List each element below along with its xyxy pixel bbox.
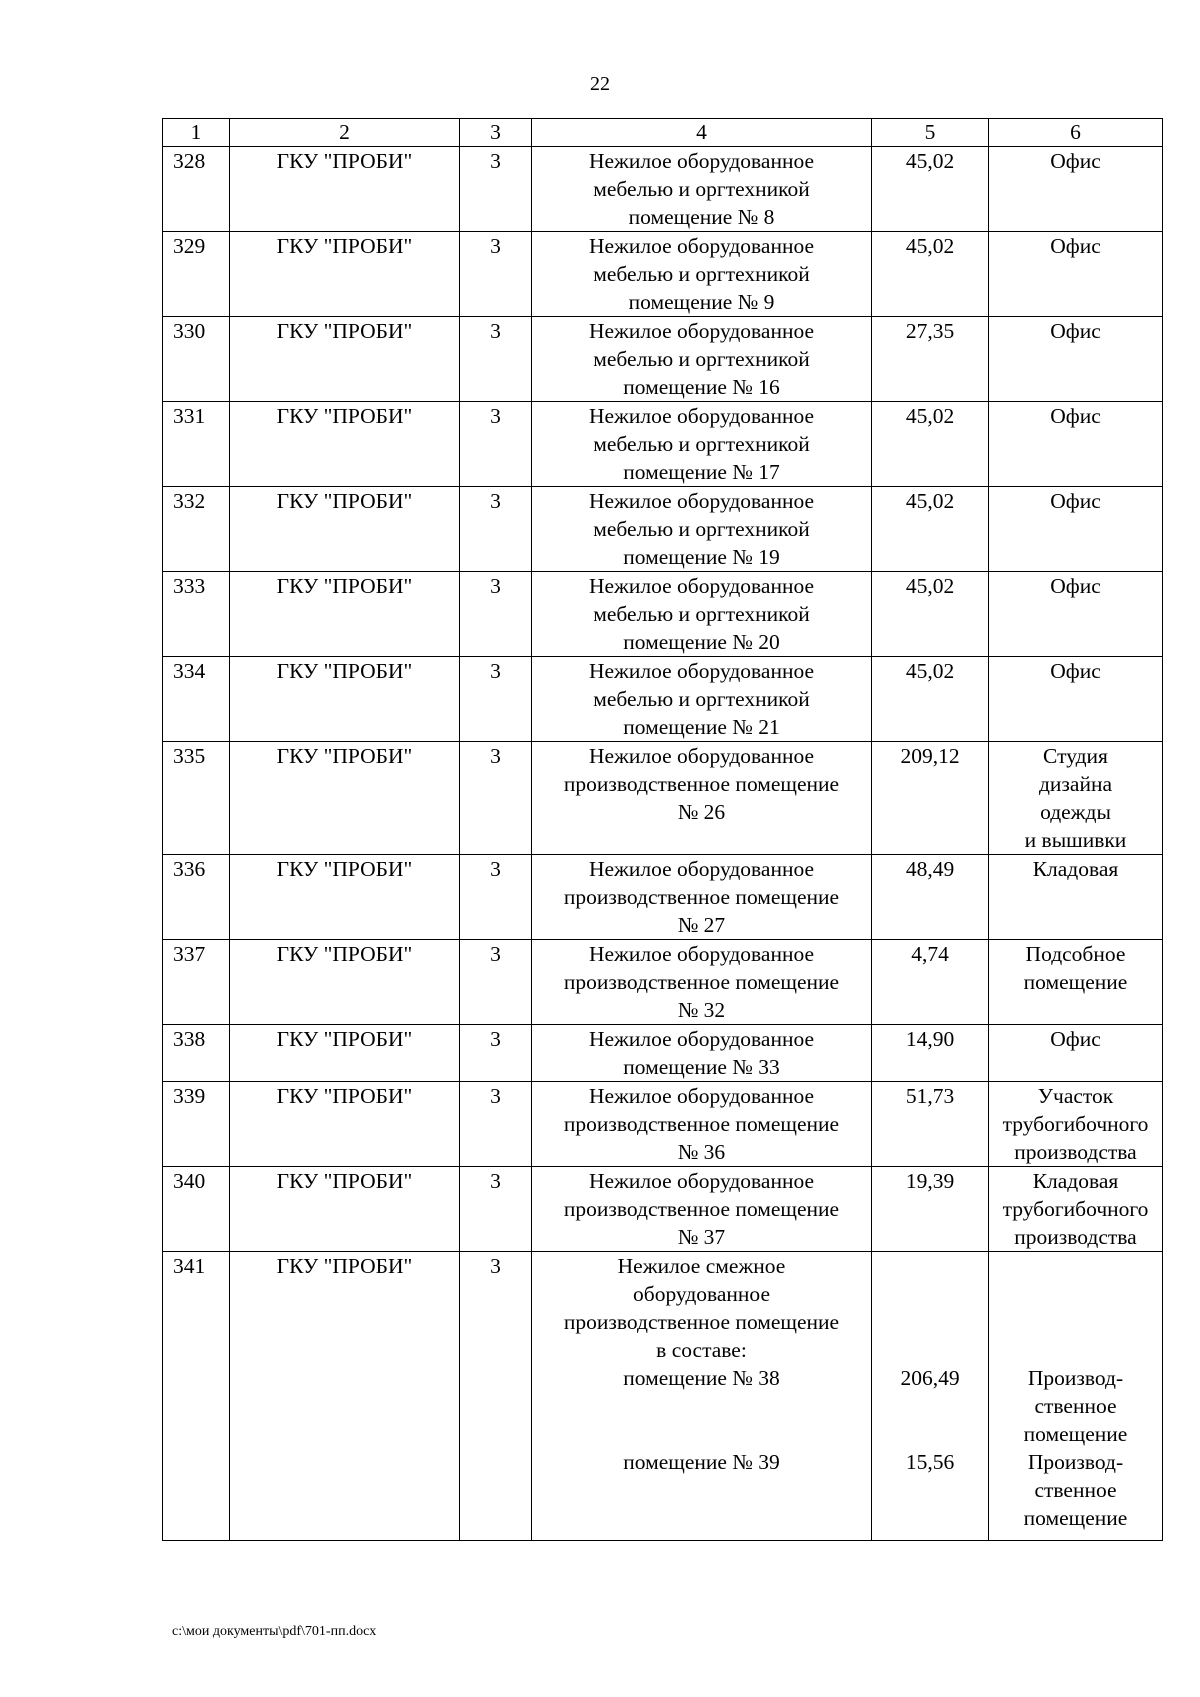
table-row [163,1082,1163,1167]
description-line: в составе: [656,1338,747,1362]
table-row [163,147,1163,232]
organization: ГКУ "ПРОБИ" [230,742,460,855]
column-header: 4 [532,119,872,147]
organization: ГКУ "ПРОБИ" [230,855,460,940]
floor: 3 [460,572,532,657]
description-line: производственное помещение [563,970,840,994]
purpose [989,1082,1163,1167]
premises-description [532,572,872,657]
floor: 3 [460,487,532,572]
part-area: 15,56 [905,1450,955,1474]
purpose-line: Офис [1050,404,1101,428]
description-line: Нежилое оборудованное [588,659,815,683]
table-row [163,487,1163,572]
purpose [989,317,1163,402]
purpose [989,742,1163,855]
organization: ГКУ "ПРОБИ" [230,1252,460,1541]
organization: ГКУ "ПРОБИ" [230,657,460,742]
description-line: Нежилое оборудованное [588,1169,815,1193]
part-purpose-line: ственное [1034,1478,1117,1502]
description-line: Нежилое оборудованное [588,149,815,173]
area: 45,02 [872,147,989,232]
floor: 3 [460,1167,532,1252]
table-row [163,572,1163,657]
table-row [163,1167,1163,1252]
part-purpose-line: Производ- [1027,1366,1124,1390]
floor: 3 [460,147,532,232]
description-line: мебелью и оргтехникой [593,432,810,456]
floor: 3 [460,855,532,940]
description-line: мебелью и оргтехникой [593,517,810,541]
description-line: мебелью и оргтехникой [593,262,810,286]
purpose [989,940,1163,1025]
table-row-composite [163,1252,1163,1541]
row-number: 329 [163,232,230,317]
purpose-line: Офис [1050,149,1101,173]
premises-description [532,940,872,1025]
area: 48,49 [872,855,989,940]
part-description: помещение № 39 [623,1450,780,1474]
description-line: № 32 [677,998,726,1022]
organization: ГКУ "ПРОБИ" [230,1167,460,1252]
premises-table [162,118,1163,1541]
description-line: Нежилое оборудованное [588,234,815,258]
description-line: помещение № 33 [623,1055,780,1079]
premises-description [532,1025,872,1082]
purpose-line: помещение [1023,970,1128,994]
purpose-line: производства [1014,1225,1137,1249]
description-line: № 27 [677,913,726,937]
description-line: помещение № 9 [628,290,775,314]
organization: ГКУ "ПРОБИ" [230,232,460,317]
floor: 3 [460,402,532,487]
column-number-row [163,119,1163,147]
row-number: 335 [163,742,230,855]
area: 45,02 [872,657,989,742]
purpose [989,572,1163,657]
area: 45,02 [872,402,989,487]
description-line: помещение № 20 [623,630,780,654]
organization: ГКУ "ПРОБИ" [230,402,460,487]
description-line: Нежилое оборудованное [588,404,815,428]
area: 209,12 [872,742,989,855]
premises-description [532,317,872,402]
description-line: оборудованное [633,1282,770,1306]
purpose-line: дизайна [1038,772,1113,796]
area: 14,90 [872,1025,989,1082]
description-line: Нежилое смежное [617,1254,786,1278]
area: 51,73 [872,1082,989,1167]
floor: 3 [460,940,532,1025]
table-row [163,855,1163,940]
row-number: 333 [163,572,230,657]
description-line: мебелью и оргтехникой [593,177,810,201]
purpose-line: трубогибочного [1002,1112,1149,1136]
row-number: 336 [163,855,230,940]
purpose-line: Кладовая [1032,857,1119,881]
area: 45,02 [872,232,989,317]
organization: ГКУ "ПРОБИ" [230,1025,460,1082]
area: 19,39 [872,1167,989,1252]
description-line: Нежилое оборудованное [588,319,815,343]
column-header: 3 [460,119,532,147]
description-line: производственное помещение [563,1112,840,1136]
part-purpose-line: помещение [1023,1506,1128,1530]
description-line: производственное помещение [563,885,840,909]
file-path-footer: c:\мои документы\pdf\701-пп.docx [172,1624,377,1639]
purpose-line: одежды [1040,800,1111,824]
part-purpose-line: ственное [1034,1394,1117,1418]
description-line: помещение № 21 [623,715,780,739]
organization: ГКУ "ПРОБИ" [230,147,460,232]
purpose [989,232,1163,317]
description-line: помещение № 17 [623,460,780,484]
part-area: 206,49 [900,1366,960,1390]
purpose-line: трубогибочного [1002,1197,1149,1221]
purpose-line: Студия [1043,744,1108,768]
premises-description [532,1167,872,1252]
purpose-line: Офис [1050,1027,1101,1051]
floor: 3 [460,742,532,855]
description-line: Нежилое оборудованное [588,489,815,513]
description-line: помещение № 19 [623,545,780,569]
purpose [989,657,1163,742]
row-number: 337 [163,940,230,1025]
floor: 3 [460,317,532,402]
area: 27,35 [872,317,989,402]
table-row [163,657,1163,742]
premises-description [532,232,872,317]
purpose [989,402,1163,487]
purpose-line: Офис [1050,234,1101,258]
area: 4,74 [872,940,989,1025]
premises-description [532,487,872,572]
description-line: № 26 [677,800,726,824]
purpose-line: Офис [1050,574,1101,598]
column-header: 2 [230,119,460,147]
floor: 3 [460,1025,532,1082]
purpose-line: Офис [1050,489,1101,513]
table-row [163,317,1163,402]
part-purpose-line: Производ- [1027,1450,1124,1474]
column-header: 5 [872,119,989,147]
description-line: помещение № 8 [628,205,775,229]
description-line: мебелью и оргтехникой [593,602,810,626]
description-line: Нежилое оборудованное [588,857,815,881]
premises-description [532,1082,872,1167]
purpose-line: и вышивки [1024,828,1127,852]
organization: ГКУ "ПРОБИ" [230,940,460,1025]
table-row [163,1025,1163,1082]
row-number: 340 [163,1167,230,1252]
description-line: Нежилое оборудованное [588,1084,815,1108]
row-number: 328 [163,147,230,232]
description-line: № 37 [677,1225,726,1249]
page-number: 22 [590,73,610,95]
column-header: 6 [989,119,1163,147]
purpose [989,487,1163,572]
description-line: Нежилое оборудованное [588,744,815,768]
description-line: Нежилое оборудованное [588,1027,815,1051]
premises-description [532,742,872,855]
purpose-line: Офис [1050,319,1101,343]
table-row [163,402,1163,487]
purpose-line: Подсобное [1025,942,1126,966]
purpose [989,147,1163,232]
area [872,1252,989,1541]
part-purpose-line: помещение [1023,1422,1128,1446]
description-line: мебелью и оргтехникой [593,347,810,371]
part-description: помещение № 38 [623,1366,780,1390]
organization: ГКУ "ПРОБИ" [230,487,460,572]
organization: ГКУ "ПРОБИ" [230,317,460,402]
premises-description [532,855,872,940]
premises-description [532,1252,872,1541]
premises-description [532,402,872,487]
organization: ГКУ "ПРОБИ" [230,572,460,657]
description-line: производственное помещение [563,1310,840,1334]
description-line: производственное помещение [563,1197,840,1221]
row-number: 331 [163,402,230,487]
floor: 3 [460,232,532,317]
floor: 3 [460,657,532,742]
row-number: 338 [163,1025,230,1082]
premises-description [532,657,872,742]
purpose-line: производства [1014,1140,1137,1164]
column-header: 1 [163,119,230,147]
purpose-line: Участок [1037,1084,1114,1108]
table-row [163,232,1163,317]
description-line: мебелью и оргтехникой [593,687,810,711]
table-row [163,940,1163,1025]
purpose-line: Кладовая [1032,1169,1119,1193]
purpose [989,855,1163,940]
description-line: Нежилое оборудованное [588,574,815,598]
row-number: 334 [163,657,230,742]
area: 45,02 [872,487,989,572]
row-number: 339 [163,1082,230,1167]
floor: 3 [460,1252,532,1541]
purpose-line: Офис [1050,659,1101,683]
table-row [163,742,1163,855]
description-line: № 36 [677,1140,726,1164]
premises-description [532,147,872,232]
organization: ГКУ "ПРОБИ" [230,1082,460,1167]
description-line: производственное помещение [563,772,840,796]
row-number: 332 [163,487,230,572]
description-line: помещение № 16 [623,375,780,399]
row-number: 341 [163,1252,230,1541]
area: 45,02 [872,572,989,657]
description-line: Нежилое оборудованное [588,942,815,966]
purpose [989,1025,1163,1082]
purpose [989,1252,1163,1541]
purpose [989,1167,1163,1252]
floor: 3 [460,1082,532,1167]
row-number: 330 [163,317,230,402]
